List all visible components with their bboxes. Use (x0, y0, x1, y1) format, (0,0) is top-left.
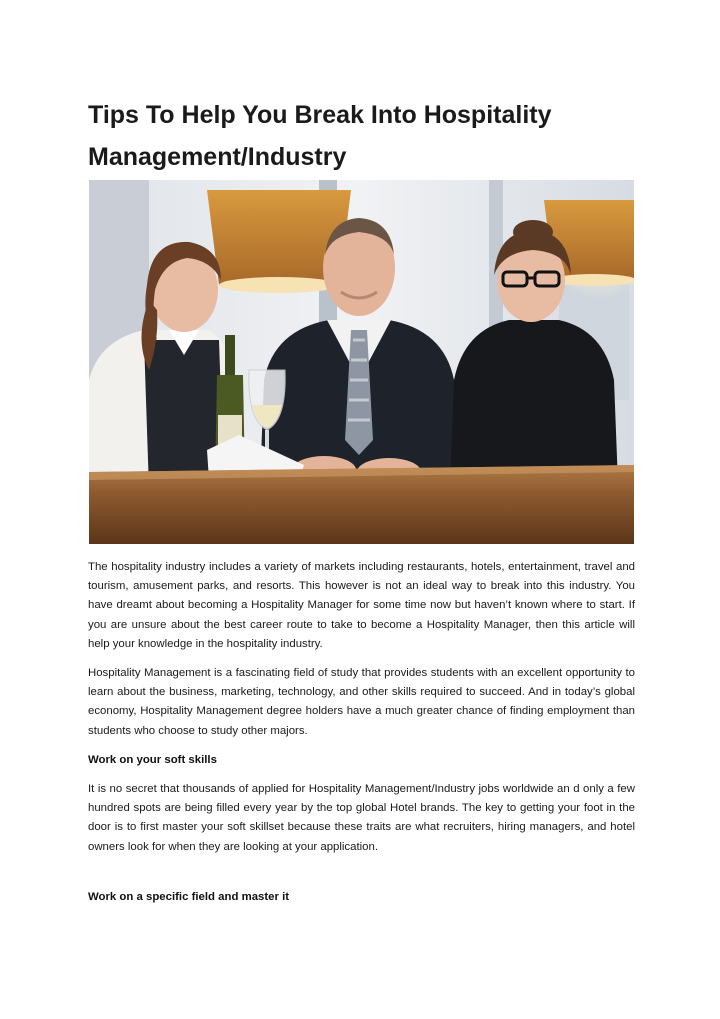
paragraph-1: The hospitality industry includes a variety of markets including restaurants, hotels, entertainment, travel and tourism, amusement parks, and resorts. This however is not an ideal way to break into this industry. You have dreamt about becoming a Hospitality Manager for some time now but haven’t known where to start. If you are unsure about the best career route to take to become a Hospitality Manager, then this article will help your knowledge in the hospitality industry. (88, 561, 635, 650)
paragraph-2: Hospitality Management is a fascinating field of study that provides students with an excellent opportunity to learn about the business, marketing, technology, and other skills required to succeed. And in today’s global economy, Hospitality Management degree holders have a much greater chance of finding employment than students who choose to study other majors. (88, 667, 635, 737)
article-photo (89, 180, 634, 544)
article-title: Tips To Help You Break Into Hospitality Management/Industry (88, 101, 552, 171)
paragraph-3: It is no secret that thousands of applied for Hospitality Management/Industry jobs worldwide an d only a few hundred spots are being filled every year by the top global Hotel brands. The key to getting your foot in the door is to first master your soft skillset because these traits are what recruiters, hiring managers, and hotel owners look for when they are looking at your application. (88, 783, 635, 853)
section-heading-specific-field: Work on a specific field and master it (88, 891, 290, 903)
section-heading-soft-skills: Work on your soft skills (88, 754, 217, 766)
